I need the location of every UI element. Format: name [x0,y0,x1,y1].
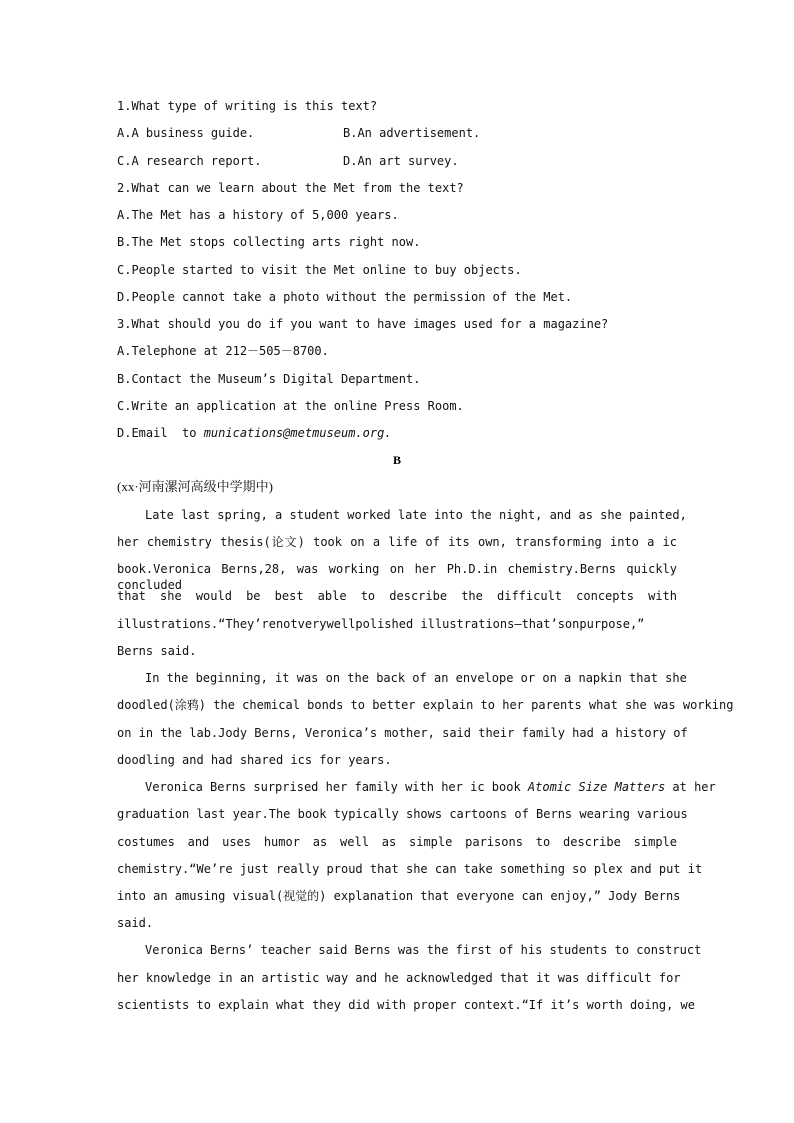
passage-line: chemistry.“We’re just really proud that she can take something so plex and put it [117,862,703,876]
passage-line: into an amusing visual(视觉的) explanation that everyone can enjoy,” Jody Berns [117,889,681,903]
option-1b: B.An advertisement. [343,126,481,140]
option-3c: C.Write an application at the online Press Room. [117,399,464,413]
question-1: 1.What type of writing is this text? [117,99,378,113]
passage-line: her chemistry thesis(论文) took on a life of its own, transforming into a ic [117,535,677,549]
passage-line: said. [117,916,154,930]
question-3: 3.What should you do if you want to have images used for a magazine? [117,317,609,331]
option-3d-email: munications@metmuseum.org. [203,426,392,440]
passage-line-part: at her [665,780,716,794]
passage-line: Veronica Berns’ teacher said Berns was the first of his students to construct [145,943,702,957]
passage-line: Late last spring, a student worked late into the night, and as she painted, [145,508,687,522]
option-2d: D.People cannot take a photo without the permission of the Met. [117,290,573,304]
option-1a: A.A business guide. [117,126,255,140]
option-3d [117,425,392,441]
option-2c: C.People started to visit the Met online to buy objects. [117,263,522,277]
passage-line: Berns said. [117,644,197,658]
passage-line-part: Veronica Berns surprised her family with her ic book [145,780,528,794]
passage-line: In the beginning, it was on the back of an envelope or on a napkin that she [145,671,687,685]
passage-line: graduation last year.The book typically shows cartoons of Berns wearing various [117,807,688,821]
passage-line: that she would be best able to describe the difficult concepts with [117,589,677,603]
question-2: 2.What can we learn about the Met from the text? [117,181,464,195]
book-title: Atomic Size Matters [527,780,666,794]
passage-line: illustrations.“They’renotverywellpolished illustrations—that’sonpurpose,” [117,617,645,631]
option-1d: D.An art survey. [343,154,459,168]
section-source: (xx·河南漯河高级中学期中) [117,479,273,494]
option-3a: A.Telephone at 212－505－8700. [117,344,329,358]
passage-line: book.Veronica Berns,28, was working on her Ph.D.in chemistry.Berns quickly concluded [117,562,677,592]
passage-line: on in the lab.Jody Berns, Veronica’s mother, said their family had a history of [117,726,688,740]
passage-line: doodling and had shared ics for years. [117,753,392,767]
option-1c: C.A research report. [117,154,262,168]
passage-line: her knowledge in an artistic way and he acknowledged that it was difficult for [117,971,681,985]
option-3d-prefix: D.Email to [117,426,204,440]
option-2a: A.The Met has a history of 5,000 years. [117,208,399,222]
passage-line [145,779,716,795]
passage-line: doodled(涂鸦) the chemical bonds to better explain to her parents what she was working [117,698,734,712]
section-heading: B [392,453,401,467]
passage-line: costumes and uses humor as well as simple parisons to describe simple [117,835,677,849]
option-3b: B.Contact the Museum’s Digital Department. [117,372,421,386]
passage-line: scientists to explain what they did with proper context.“If it’s worth doing, we [117,998,695,1012]
option-2b: B.The Met stops collecting arts right now. [117,235,421,249]
